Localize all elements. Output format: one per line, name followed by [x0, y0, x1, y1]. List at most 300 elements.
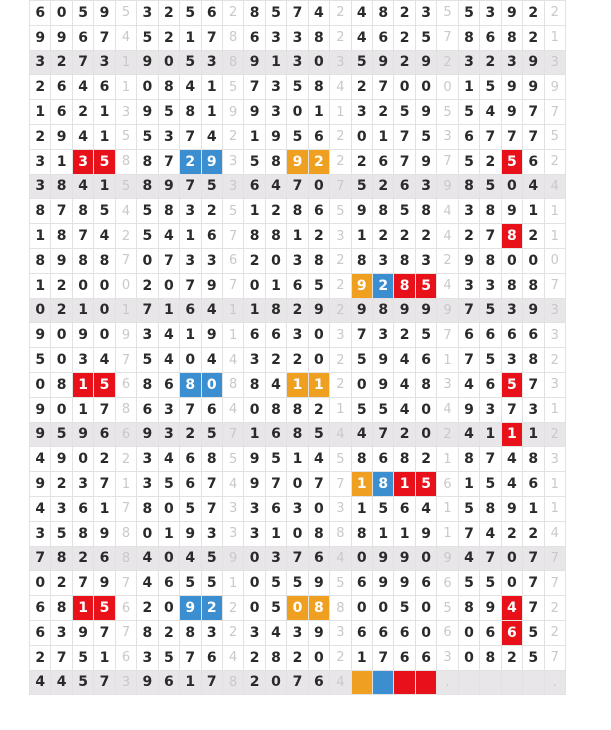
grid-cell[interactable]: 7 — [544, 571, 565, 596]
grid-cell[interactable]: 7 — [94, 472, 115, 497]
grid-cell[interactable]: 7 — [72, 224, 93, 249]
grid-cell[interactable]: 6 — [394, 174, 415, 199]
grid-cell[interactable]: 0 — [72, 447, 93, 472]
grid-cell[interactable]: 5 — [287, 571, 308, 596]
grid-cell[interactable]: 8 — [265, 298, 286, 323]
grid-cell[interactable]: 8 — [158, 199, 179, 224]
grid-cell[interactable]: 8 — [523, 273, 544, 298]
grid-cell[interactable]: 7 — [523, 546, 544, 571]
grid-cell[interactable]: 0 — [458, 645, 479, 670]
grid-cell[interactable]: 1 — [72, 372, 93, 397]
grid-cell[interactable]: 2 — [265, 199, 286, 224]
grid-cell[interactable]: 8 — [137, 174, 158, 199]
grid-cell[interactable]: 2 — [137, 273, 158, 298]
grid-cell[interactable] — [458, 670, 479, 695]
grid-cell[interactable]: 9 — [158, 174, 179, 199]
grid-cell[interactable]: 9 — [544, 75, 565, 100]
grid-cell[interactable]: 0 — [351, 372, 372, 397]
grid-cell[interactable]: 1 — [115, 298, 136, 323]
grid-cell[interactable]: 7 — [201, 25, 222, 50]
grid-cell[interactable]: 0 — [287, 596, 308, 621]
grid-cell[interactable]: 3 — [158, 397, 179, 422]
grid-cell[interactable]: 9 — [137, 670, 158, 695]
grid-cell[interactable]: 7 — [158, 149, 179, 174]
grid-cell[interactable]: 4 — [415, 496, 436, 521]
grid-cell[interactable]: 9 — [308, 620, 329, 645]
grid-cell[interactable]: 5 — [158, 645, 179, 670]
grid-cell[interactable]: 7 — [373, 422, 394, 447]
grid-cell[interactable]: 6 — [51, 75, 72, 100]
grid-cell[interactable]: 4 — [201, 124, 222, 149]
grid-cell[interactable]: 0 — [94, 298, 115, 323]
grid-cell[interactable]: 9 — [351, 298, 372, 323]
grid-cell[interactable]: 5 — [501, 149, 522, 174]
grid-cell[interactable]: 2 — [51, 472, 72, 497]
grid-cell[interactable]: 6 — [30, 620, 51, 645]
grid-cell[interactable]: 9 — [244, 472, 265, 497]
grid-cell[interactable]: 7 — [480, 546, 501, 571]
grid-cell[interactable]: 2 — [222, 596, 243, 621]
grid-cell[interactable]: 6 — [287, 273, 308, 298]
grid-cell[interactable]: 8 — [51, 596, 72, 621]
grid-cell[interactable]: 4 — [480, 521, 501, 546]
grid-cell[interactable]: 8 — [265, 397, 286, 422]
grid-cell[interactable]: 8 — [373, 199, 394, 224]
grid-cell[interactable]: 0 — [201, 372, 222, 397]
grid-cell[interactable]: 3 — [222, 496, 243, 521]
grid-cell[interactable]: 2 — [158, 620, 179, 645]
grid-cell[interactable]: 2 — [222, 1, 243, 26]
grid-cell[interactable]: 8 — [94, 248, 115, 273]
grid-cell[interactable]: 9 — [244, 100, 265, 125]
grid-cell[interactable]: 8 — [137, 149, 158, 174]
grid-cell[interactable]: 1 — [330, 100, 351, 125]
grid-cell[interactable]: 6 — [265, 422, 286, 447]
grid-cell[interactable]: 0 — [158, 546, 179, 571]
grid-cell[interactable]: 3 — [265, 75, 286, 100]
grid-cell[interactable]: 0 — [523, 248, 544, 273]
grid-cell[interactable]: 9 — [394, 546, 415, 571]
grid-cell[interactable]: 7 — [222, 422, 243, 447]
grid-cell[interactable]: 2 — [308, 397, 329, 422]
grid-cell[interactable]: 8 — [265, 224, 286, 249]
grid-cell[interactable]: 0 — [244, 596, 265, 621]
grid-cell[interactable]: 0 — [158, 596, 179, 621]
grid-cell[interactable]: 3 — [180, 248, 201, 273]
grid-cell[interactable]: 7 — [501, 397, 522, 422]
grid-cell[interactable]: 4 — [72, 124, 93, 149]
grid-cell[interactable]: 4 — [72, 75, 93, 100]
grid-cell[interactable]: 8 — [180, 620, 201, 645]
grid-cell[interactable]: 9 — [51, 248, 72, 273]
grid-cell[interactable]: 5 — [458, 1, 479, 26]
grid-cell[interactable]: 6 — [201, 224, 222, 249]
grid-cell[interactable]: 4 — [544, 174, 565, 199]
grid-cell[interactable]: 3 — [137, 447, 158, 472]
grid-cell[interactable]: 5 — [180, 50, 201, 75]
grid-cell[interactable]: 2 — [30, 75, 51, 100]
grid-cell[interactable]: 9 — [415, 298, 436, 323]
grid-cell[interactable]: 2 — [351, 75, 372, 100]
grid-cell[interactable]: 1 — [437, 521, 458, 546]
grid-cell[interactable]: 7 — [437, 149, 458, 174]
grid-cell[interactable]: 7 — [115, 496, 136, 521]
grid-cell[interactable]: 3 — [287, 620, 308, 645]
grid-cell[interactable]: 9 — [30, 472, 51, 497]
grid-cell[interactable]: 3 — [330, 50, 351, 75]
grid-cell[interactable]: 5 — [480, 571, 501, 596]
grid-cell[interactable]: 8 — [222, 25, 243, 50]
grid-cell[interactable]: 3 — [287, 50, 308, 75]
grid-cell[interactable]: 6 — [180, 298, 201, 323]
grid-cell[interactable]: 7 — [544, 645, 565, 670]
grid-cell[interactable]: 8 — [265, 149, 286, 174]
grid-cell[interactable]: 6 — [480, 323, 501, 348]
grid-cell[interactable]: 2 — [330, 248, 351, 273]
grid-cell[interactable]: 0 — [51, 323, 72, 348]
grid-cell[interactable]: 3 — [115, 670, 136, 695]
grid-cell[interactable]: 5 — [523, 645, 544, 670]
grid-cell[interactable]: 3 — [544, 50, 565, 75]
grid-cell[interactable]: 7 — [287, 546, 308, 571]
grid-cell[interactable]: 8 — [51, 546, 72, 571]
grid-cell[interactable]: 5 — [72, 645, 93, 670]
grid-cell[interactable]: 7 — [94, 620, 115, 645]
grid-cell[interactable]: 1 — [544, 496, 565, 521]
grid-cell[interactable]: 8 — [308, 596, 329, 621]
grid-cell[interactable]: 0 — [265, 670, 286, 695]
grid-cell[interactable]: 2 — [265, 348, 286, 373]
grid-cell[interactable]: 3 — [51, 496, 72, 521]
grid-cell[interactable]: 0 — [415, 75, 436, 100]
grid-cell[interactable]: 9 — [180, 596, 201, 621]
grid-cell[interactable]: 0 — [351, 124, 372, 149]
grid-cell[interactable]: 9 — [308, 571, 329, 596]
grid-cell[interactable]: 6 — [480, 372, 501, 397]
grid-cell[interactable]: 8 — [137, 372, 158, 397]
grid-cell[interactable]: 1 — [30, 224, 51, 249]
grid-cell[interactable]: 1 — [351, 472, 372, 497]
grid-cell[interactable]: 7 — [523, 100, 544, 125]
grid-cell[interactable]: 6 — [265, 323, 286, 348]
grid-cell[interactable]: 7 — [437, 323, 458, 348]
grid-cell[interactable]: 6 — [115, 645, 136, 670]
grid-cell[interactable]: 7 — [137, 298, 158, 323]
grid-cell[interactable]: 8 — [137, 620, 158, 645]
grid-cell[interactable]: 7 — [94, 397, 115, 422]
grid-cell[interactable]: 3 — [287, 25, 308, 50]
grid-cell[interactable]: 5 — [501, 372, 522, 397]
grid-cell[interactable]: 3 — [458, 199, 479, 224]
grid-cell[interactable]: 6 — [394, 645, 415, 670]
grid-cell[interactable]: 3 — [437, 645, 458, 670]
grid-cell[interactable]: 9 — [351, 273, 372, 298]
grid-cell[interactable]: 3 — [137, 645, 158, 670]
grid-cell[interactable]: 8 — [201, 447, 222, 472]
grid-cell[interactable]: 3 — [158, 124, 179, 149]
grid-cell[interactable]: 9 — [523, 75, 544, 100]
grid-cell[interactable]: 4 — [201, 298, 222, 323]
grid-cell[interactable]: 7 — [287, 1, 308, 26]
grid-cell[interactable]: 9 — [222, 546, 243, 571]
grid-cell[interactable]: 4 — [222, 645, 243, 670]
grid-cell[interactable]: 8 — [180, 100, 201, 125]
grid-cell[interactable]: 8 — [501, 224, 522, 249]
grid-cell[interactable]: 7 — [180, 273, 201, 298]
grid-cell[interactable]: 9 — [94, 571, 115, 596]
grid-cell[interactable]: 2 — [72, 100, 93, 125]
grid-cell[interactable]: 9 — [72, 620, 93, 645]
grid-cell[interactable]: 8 — [115, 521, 136, 546]
grid-cell[interactable]: 7 — [373, 645, 394, 670]
grid-cell[interactable]: 1 — [94, 645, 115, 670]
grid-cell[interactable]: 5 — [330, 447, 351, 472]
grid-cell[interactable]: 8 — [158, 75, 179, 100]
grid-cell[interactable]: 8 — [480, 199, 501, 224]
grid-cell[interactable]: 2 — [480, 149, 501, 174]
grid-cell[interactable]: 5 — [480, 174, 501, 199]
grid-cell[interactable]: 6 — [373, 620, 394, 645]
grid-cell[interactable]: 4 — [458, 422, 479, 447]
grid-cell[interactable]: 8 — [523, 447, 544, 472]
grid-cell[interactable]: 5 — [94, 372, 115, 397]
grid-cell[interactable]: 3 — [30, 149, 51, 174]
grid-cell[interactable]: 1 — [201, 75, 222, 100]
grid-cell[interactable]: 2 — [330, 645, 351, 670]
grid-cell[interactable]: 0 — [501, 571, 522, 596]
grid-cell[interactable]: 3 — [72, 149, 93, 174]
grid-cell[interactable]: 8 — [287, 397, 308, 422]
grid-cell[interactable]: 9 — [244, 50, 265, 75]
grid-cell[interactable]: 3 — [415, 248, 436, 273]
grid-cell[interactable]: 8 — [287, 422, 308, 447]
grid-cell[interactable]: 1 — [351, 645, 372, 670]
grid-cell[interactable]: 8 — [137, 496, 158, 521]
grid-cell[interactable]: 9 — [180, 521, 201, 546]
grid-cell[interactable]: 0 — [287, 472, 308, 497]
grid-cell[interactable]: 6 — [308, 670, 329, 695]
grid-cell[interactable]: 0 — [394, 75, 415, 100]
grid-cell[interactable]: 6 — [351, 571, 372, 596]
grid-cell[interactable]: 3 — [201, 620, 222, 645]
grid-cell[interactable]: 9 — [458, 248, 479, 273]
grid-cell[interactable]: 3 — [437, 372, 458, 397]
grid-cell[interactable]: 5 — [415, 273, 436, 298]
grid-cell[interactable] — [415, 670, 436, 695]
grid-cell[interactable]: 6 — [523, 323, 544, 348]
grid-cell[interactable]: 3 — [544, 447, 565, 472]
grid-cell[interactable]: 4 — [394, 348, 415, 373]
grid-cell[interactable]: 7 — [330, 472, 351, 497]
grid-cell[interactable]: 6 — [437, 620, 458, 645]
grid-cell[interactable]: 2 — [51, 298, 72, 323]
grid-cell[interactable]: 5 — [351, 397, 372, 422]
grid-cell[interactable]: 2 — [523, 521, 544, 546]
grid-cell[interactable]: 7 — [351, 323, 372, 348]
grid-cell[interactable]: 5 — [137, 124, 158, 149]
grid-cell[interactable]: 0 — [351, 596, 372, 621]
grid-cell[interactable]: 3 — [330, 323, 351, 348]
grid-cell[interactable]: 5 — [180, 571, 201, 596]
grid-cell[interactable]: 3 — [330, 224, 351, 249]
grid-cell[interactable]: 0 — [137, 248, 158, 273]
grid-cell[interactable]: 7 — [501, 124, 522, 149]
grid-cell[interactable]: 9 — [394, 298, 415, 323]
grid-cell[interactable]: 4 — [30, 670, 51, 695]
grid-cell[interactable]: 9 — [437, 546, 458, 571]
grid-cell[interactable]: 4 — [94, 224, 115, 249]
grid-cell[interactable]: 6 — [523, 149, 544, 174]
grid-cell[interactable]: 4 — [265, 372, 286, 397]
grid-cell[interactable]: 0 — [415, 422, 436, 447]
grid-cell[interactable]: 5 — [308, 422, 329, 447]
grid-cell[interactable]: 1 — [523, 496, 544, 521]
grid-cell[interactable]: 4 — [30, 496, 51, 521]
grid-cell[interactable]: 9 — [30, 422, 51, 447]
grid-cell[interactable]: 0 — [51, 348, 72, 373]
grid-cell[interactable]: 3 — [201, 521, 222, 546]
grid-cell[interactable]: 6 — [308, 124, 329, 149]
grid-cell[interactable]: 7 — [115, 620, 136, 645]
grid-cell[interactable]: 2 — [308, 149, 329, 174]
grid-cell[interactable]: 7 — [308, 472, 329, 497]
grid-cell[interactable]: 7 — [523, 596, 544, 621]
grid-cell[interactable]: 2 — [523, 1, 544, 26]
grid-cell[interactable]: 9 — [51, 124, 72, 149]
grid-cell[interactable]: 4 — [72, 174, 93, 199]
grid-cell[interactable]: 1 — [94, 100, 115, 125]
grid-cell[interactable]: 6 — [244, 174, 265, 199]
grid-cell[interactable]: 0 — [373, 596, 394, 621]
grid-cell[interactable]: 6 — [158, 670, 179, 695]
grid-cell[interactable]: 5 — [94, 199, 115, 224]
grid-cell[interactable]: 5 — [222, 447, 243, 472]
grid-cell[interactable]: 6 — [244, 25, 265, 50]
grid-cell[interactable]: 2 — [222, 124, 243, 149]
grid-cell[interactable]: 5 — [480, 298, 501, 323]
grid-cell[interactable]: 8 — [415, 199, 436, 224]
grid-cell[interactable]: 4 — [158, 447, 179, 472]
grid-cell[interactable]: 6 — [480, 620, 501, 645]
grid-cell[interactable]: 3 — [115, 100, 136, 125]
grid-cell[interactable]: 7 — [158, 248, 179, 273]
grid-cell[interactable]: 1 — [72, 298, 93, 323]
grid-cell[interactable]: 2 — [458, 224, 479, 249]
grid-cell[interactable]: 4 — [437, 397, 458, 422]
grid-cell[interactable]: 8 — [480, 248, 501, 273]
grid-cell[interactable]: 2 — [394, 1, 415, 26]
grid-cell[interactable]: 1 — [351, 224, 372, 249]
grid-cell[interactable]: 3 — [72, 348, 93, 373]
grid-cell[interactable]: . — [544, 670, 565, 695]
grid-cell[interactable]: 2 — [437, 50, 458, 75]
grid-cell[interactable]: 8 — [373, 298, 394, 323]
grid-cell[interactable]: 7 — [222, 224, 243, 249]
grid-cell[interactable]: 3 — [415, 174, 436, 199]
grid-cell[interactable]: 9 — [222, 100, 243, 125]
grid-cell[interactable]: 9 — [51, 447, 72, 472]
grid-cell[interactable]: 8 — [51, 372, 72, 397]
grid-cell[interactable]: 7 — [244, 75, 265, 100]
grid-cell[interactable]: 2 — [330, 149, 351, 174]
grid-cell[interactable]: 5 — [373, 397, 394, 422]
grid-cell[interactable]: 4 — [222, 348, 243, 373]
grid-cell[interactable]: 7 — [480, 224, 501, 249]
grid-cell[interactable]: 8 — [72, 248, 93, 273]
grid-cell[interactable]: 1 — [458, 75, 479, 100]
grid-cell[interactable]: 6 — [222, 248, 243, 273]
grid-cell[interactable]: 8 — [373, 1, 394, 26]
grid-cell[interactable]: 5 — [137, 224, 158, 249]
grid-cell[interactable]: 7 — [544, 273, 565, 298]
grid-cell[interactable]: 1 — [51, 149, 72, 174]
grid-cell[interactable]: 0 — [137, 75, 158, 100]
grid-cell[interactable]: 6 — [30, 1, 51, 26]
grid-cell[interactable]: 6 — [501, 620, 522, 645]
grid-cell[interactable]: 5 — [137, 25, 158, 50]
grid-cell[interactable]: 4 — [501, 447, 522, 472]
grid-cell[interactable]: 7 — [523, 571, 544, 596]
grid-cell[interactable]: 0 — [158, 496, 179, 521]
grid-cell[interactable]: 8 — [222, 50, 243, 75]
grid-cell[interactable]: 1 — [180, 224, 201, 249]
grid-cell[interactable]: 4 — [458, 372, 479, 397]
grid-cell[interactable]: 0 — [94, 273, 115, 298]
grid-cell[interactable]: 3 — [265, 546, 286, 571]
grid-cell[interactable]: 0 — [351, 546, 372, 571]
grid-cell[interactable]: 1 — [94, 174, 115, 199]
grid-cell[interactable]: 4 — [544, 521, 565, 546]
grid-cell[interactable]: 0 — [137, 521, 158, 546]
grid-cell[interactable]: 7 — [201, 670, 222, 695]
grid-cell[interactable]: 9 — [437, 298, 458, 323]
grid-cell[interactable]: 5 — [394, 596, 415, 621]
grid-cell[interactable]: 8 — [501, 25, 522, 50]
grid-cell[interactable]: 5 — [72, 670, 93, 695]
grid-cell[interactable]: 0 — [30, 298, 51, 323]
grid-cell[interactable]: 6 — [115, 372, 136, 397]
grid-cell[interactable]: 9 — [523, 298, 544, 323]
grid-cell[interactable]: 1 — [544, 199, 565, 224]
grid-cell[interactable]: 4 — [158, 348, 179, 373]
grid-cell[interactable]: 0 — [94, 323, 115, 348]
grid-cell[interactable]: 9 — [415, 521, 436, 546]
grid-cell[interactable]: 6 — [265, 496, 286, 521]
grid-cell[interactable]: 4 — [394, 397, 415, 422]
grid-cell[interactable]: 8 — [51, 224, 72, 249]
grid-cell[interactable]: 3 — [137, 472, 158, 497]
grid-cell[interactable]: 6 — [158, 372, 179, 397]
grid-cell[interactable]: 8 — [480, 645, 501, 670]
grid-cell[interactable]: 0 — [158, 50, 179, 75]
grid-cell[interactable]: 8 — [373, 472, 394, 497]
grid-cell[interactable]: 5 — [480, 75, 501, 100]
grid-cell[interactable]: 0 — [415, 546, 436, 571]
grid-cell[interactable]: 7 — [458, 298, 479, 323]
grid-cell[interactable]: 8 — [330, 521, 351, 546]
grid-cell[interactable]: 2 — [94, 447, 115, 472]
grid-cell[interactable]: 2 — [330, 25, 351, 50]
grid-cell[interactable]: 5 — [415, 323, 436, 348]
grid-cell[interactable]: 3 — [287, 248, 308, 273]
grid-cell[interactable]: 2 — [244, 670, 265, 695]
grid-cell[interactable]: 7 — [51, 645, 72, 670]
grid-cell[interactable]: 2 — [394, 422, 415, 447]
grid-cell[interactable]: 7 — [180, 174, 201, 199]
grid-cell[interactable]: 5 — [94, 596, 115, 621]
grid-cell[interactable]: 4 — [308, 447, 329, 472]
grid-cell[interactable]: 3 — [201, 50, 222, 75]
